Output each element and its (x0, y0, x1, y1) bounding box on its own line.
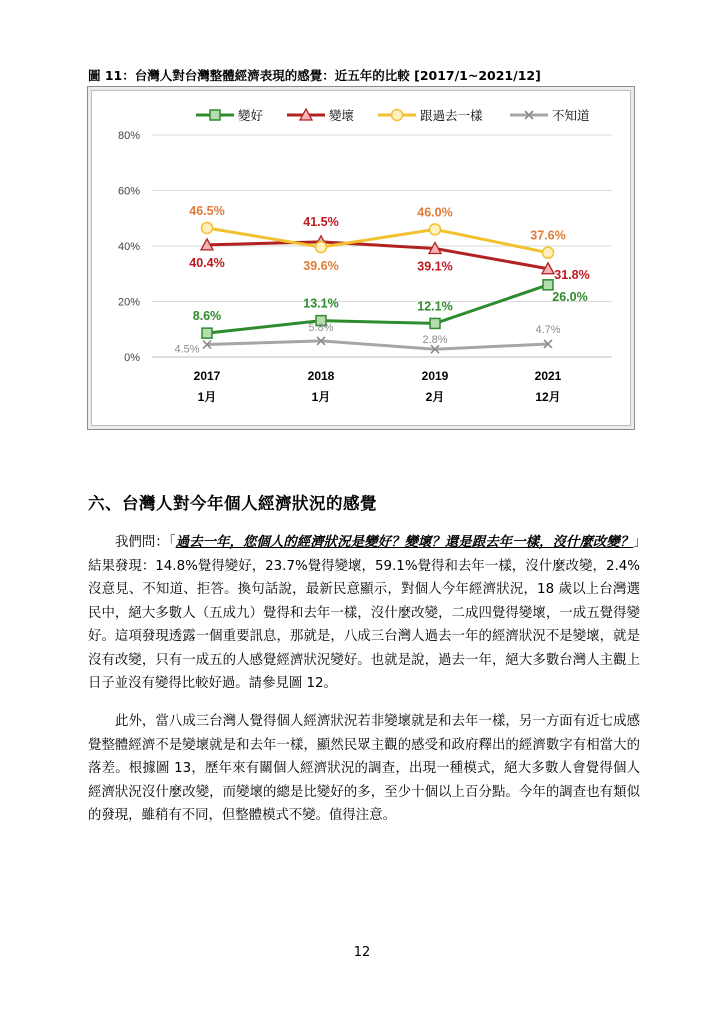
line-chart (92, 91, 632, 427)
legend-label: 不知道 (552, 108, 590, 123)
y-tick-label: 80% (117, 130, 140, 142)
page-number: 12 (353, 945, 371, 960)
data-point (210, 110, 220, 120)
paragraph-2: 此外，當八成三台灣人覺得個人經濟狀況若非變壞就是和去年一樣，另一方面有近七成感覺整體經濟不是變壞就是和去年一樣，顯然民眾主觀的感受和政府釋出的經濟數字有相當大的落差。根據圖 13，歷年來有關個人經濟狀況的調查，出現一種模式，絕大多數人會覺得個人經濟狀況沒什麼改變，而變壞的總是比變好的多，至少十個以上百分點。今年的調查也有類似的發現，雖稍有不同，但整體模式不變。值得注意。 (88, 714, 640, 823)
y-tick-label: 20% (117, 296, 140, 309)
data-label: 41.5% (303, 214, 339, 229)
data-label: 31.8% (554, 267, 590, 282)
data-label: 46.5% (189, 203, 225, 218)
data-point (202, 328, 212, 338)
data-label: 4.5% (174, 343, 200, 356)
data-label: 37.6% (530, 228, 566, 243)
x-tick-sublabel: 1月 (197, 390, 217, 404)
data-point (543, 280, 553, 290)
x-tick-sublabel: 2月 (425, 390, 445, 404)
x-tick-label: 2017 (193, 369, 221, 383)
survey-question: 過去一年，您個人的經濟狀況是變好？變壞？還是跟去年一樣，沒什麼改變？ (175, 535, 634, 550)
data-label: 40.4% (189, 255, 225, 270)
legend-item (287, 108, 354, 123)
y-tick-label: 0% (124, 352, 140, 364)
legend-label: 變壞 (329, 108, 355, 123)
series-line (207, 228, 548, 253)
figure-caption: 圖 11：台灣人對台灣整體經濟表現的感覺：近五年的比較 [2017/1~2021/12] (88, 68, 541, 83)
x-tick-label: 2018 (307, 369, 335, 383)
data-point (392, 110, 403, 121)
legend-item (378, 108, 483, 123)
data-point (430, 224, 441, 235)
data-label: 4.7% (535, 323, 561, 336)
data-label: 2.8% (422, 334, 448, 347)
legend-item (510, 108, 590, 123)
series-1 (193, 280, 588, 338)
data-point (202, 222, 213, 233)
x-tick-sublabel: 1月 (311, 390, 331, 404)
data-point (543, 247, 554, 258)
x-tick-label: 2021 (534, 369, 562, 383)
data-label: 46.0% (417, 205, 453, 220)
data-label: 5.8% (308, 321, 334, 334)
section-heading: 六、台灣人對今年個人經濟狀況的感覺 (88, 494, 377, 513)
y-tick-label: 60% (117, 185, 140, 198)
series-line (207, 285, 548, 333)
paragraph-1-body: 」結果發現：14.8%覺得變好，23.7%覺得變壞，59.1%覺得和去年一樣，沒什麼改變，2.4%沒意見、不知道、拒答。換句話說，最新民意顯示，對個人今年經濟狀況，18 歲以上台灣選民中，絕大多數人（五成九）覺得和去年一樣，沒什麼改變，二成四覺得變壞，一成五覺得變好。這項發現透露一個重要訊息，那就是，八成三台灣人過去一年的經濟狀況不是變壞，就是沒有改變，只有一成五的人感覺經濟狀況變好。也就是說，過去一年，絕大多數台灣人主觀上日子並沒有變得比較好過。請參見圖 12。 (88, 535, 640, 691)
data-label: 39.1% (417, 259, 453, 274)
data-label: 13.1% (303, 296, 339, 311)
data-label: 8.6% (192, 309, 222, 324)
series-line (207, 341, 548, 349)
legend-label: 跟過去一樣 (420, 108, 483, 123)
chart-area (91, 90, 631, 426)
paragraph-1 (88, 531, 640, 696)
chart-frame (87, 86, 635, 430)
legend-label: 變好 (238, 108, 264, 123)
series-4 (174, 322, 560, 356)
data-label: 26.0% (552, 289, 588, 304)
x-tick-sublabel: 12月 (535, 390, 561, 404)
paragraph-1-intro: 我們問：「 (115, 535, 176, 550)
data-point (316, 242, 327, 253)
x-tick-label: 2019 (421, 369, 449, 383)
legend-item (196, 108, 264, 123)
data-label: 12.1% (417, 299, 453, 314)
data-point (430, 318, 440, 328)
data-label: 39.6% (303, 259, 339, 274)
y-tick-label: 40% (117, 241, 140, 253)
